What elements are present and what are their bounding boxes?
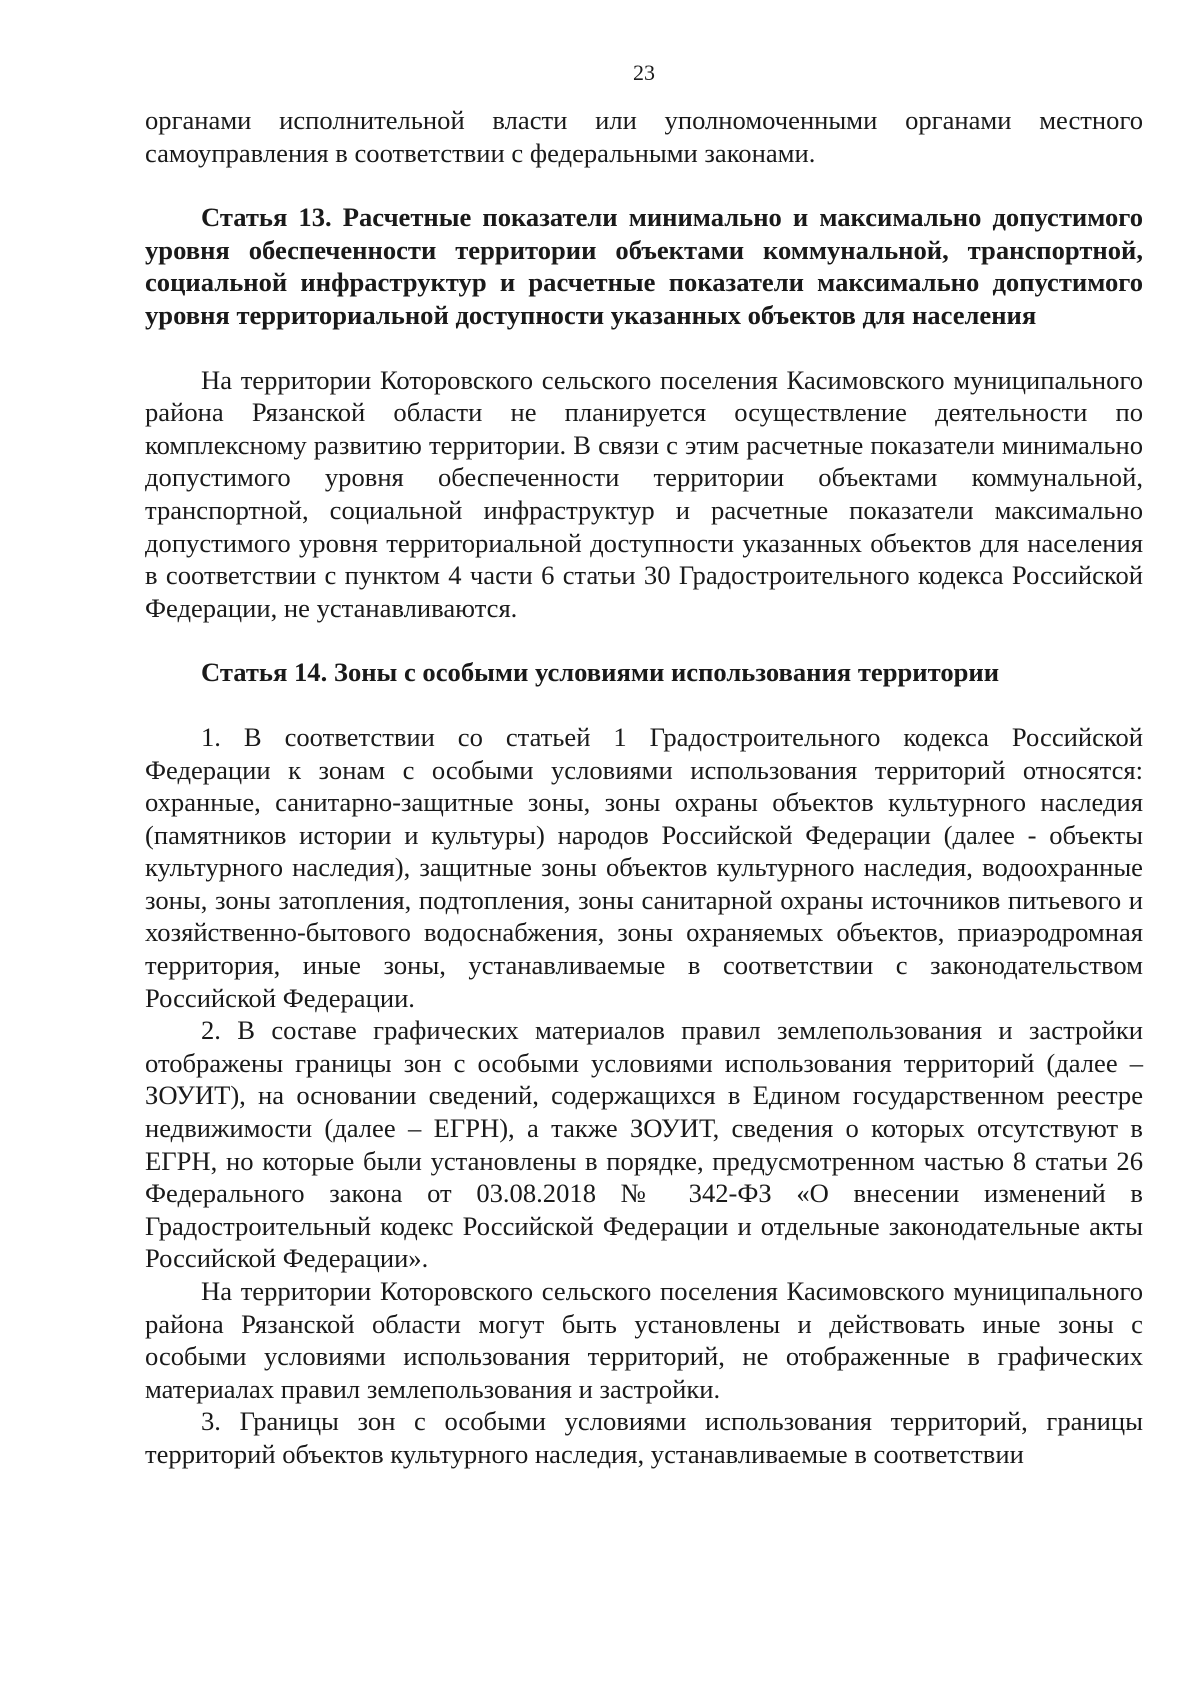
document-page <box>145 58 1143 1471</box>
article-14-item-2-note: На территории Которовского сельского поселения Касимовского муниципального района Рязанской области могут быть установлены и действовать иные зоны с особыми условиями использования территорий, не отображенные в графических материалах правил землепользования и застройки. <box>145 1276 1143 1404</box>
page-number: 23 <box>633 60 655 85</box>
article-14-item-2: 2. В составе графических материалов правил землепользования и застройки отображены границы зон с особыми условиями использования территорий (далее – ЗОУИТ), на основании сведений, содержащихся в Едином государственном реестре недвижимости (далее – ЕГРН), а также ЗОУИТ, сведения о которых отсутствуют в ЕГРН, но которые были установлены в порядке, предусмотренном частью 8 статьи 26 Федерального закона от 03.08.2018 № 342-ФЗ «О внесении изменений в Градостроительный кодекс Российской Федерации и отдельные законодательные акты Российской Федерации». <box>145 1015 1143 1274</box>
intro-continuation-paragraph: органами исполнительной власти или уполномоченными органами местного самоуправления в соответствии с федеральными законами. <box>145 105 1143 168</box>
article-14-item-3: 3. Границы зон с особыми условиями использования территорий, границы территорий объектов культурного наследия, устанавливаемые в соответствии <box>145 1406 1143 1469</box>
article-14-item-1: 1. В соответствии со статьей 1 Градостроительного кодекса Российской Федерации к зонам с особыми условиями использования территорий относятся: охранные, санитарно-защитные зоны, зоны охраны объектов культурного наследия (памятников истории и культуры) народов Российской Федерации (далее - объекты культурного наследия), защитные зоны объектов культурного наследия, водоохранные зоны, зоны затопления, подтопления, зоны санитарной охраны источников питьевого и хозяйственно-бытового водоснабжения, зоны охраняемых объектов, приаэродромная территория, иные зоны, устанавливаемые в соответствии с законодательством Российской Федерации. <box>145 721 1143 1013</box>
article-13-title: Статья 13. Расчетные показатели минимально и максимально допустимого уровня обеспеченности территории объектами коммунальной, транспортной, социальной инфраструктур и расчетные показатели максимально допустимого уровня территориальной доступности указанных объектов для населения <box>145 202 1143 330</box>
article-13-paragraph: На территории Которовского сельского поселения Касимовского муниципального района Рязанской области не планируется осуществление деятельности по комплексному развитию территории. В связи с этим расчетные показатели минимально допустимого уровня обеспеченности территории объектами коммунальной, транспортной, социальной инфраструктур и расчетные показатели максимально допустимого уровня территориальной доступности указанных объектов для населения в соответствии с пунктом 4 части 6 статьи 30 Градостроительного кодекса Российской Федерации, не устанавливаются. <box>145 364 1143 623</box>
article-14-title: Статья 14. Зоны с особыми условиями использования территории <box>201 657 1000 688</box>
